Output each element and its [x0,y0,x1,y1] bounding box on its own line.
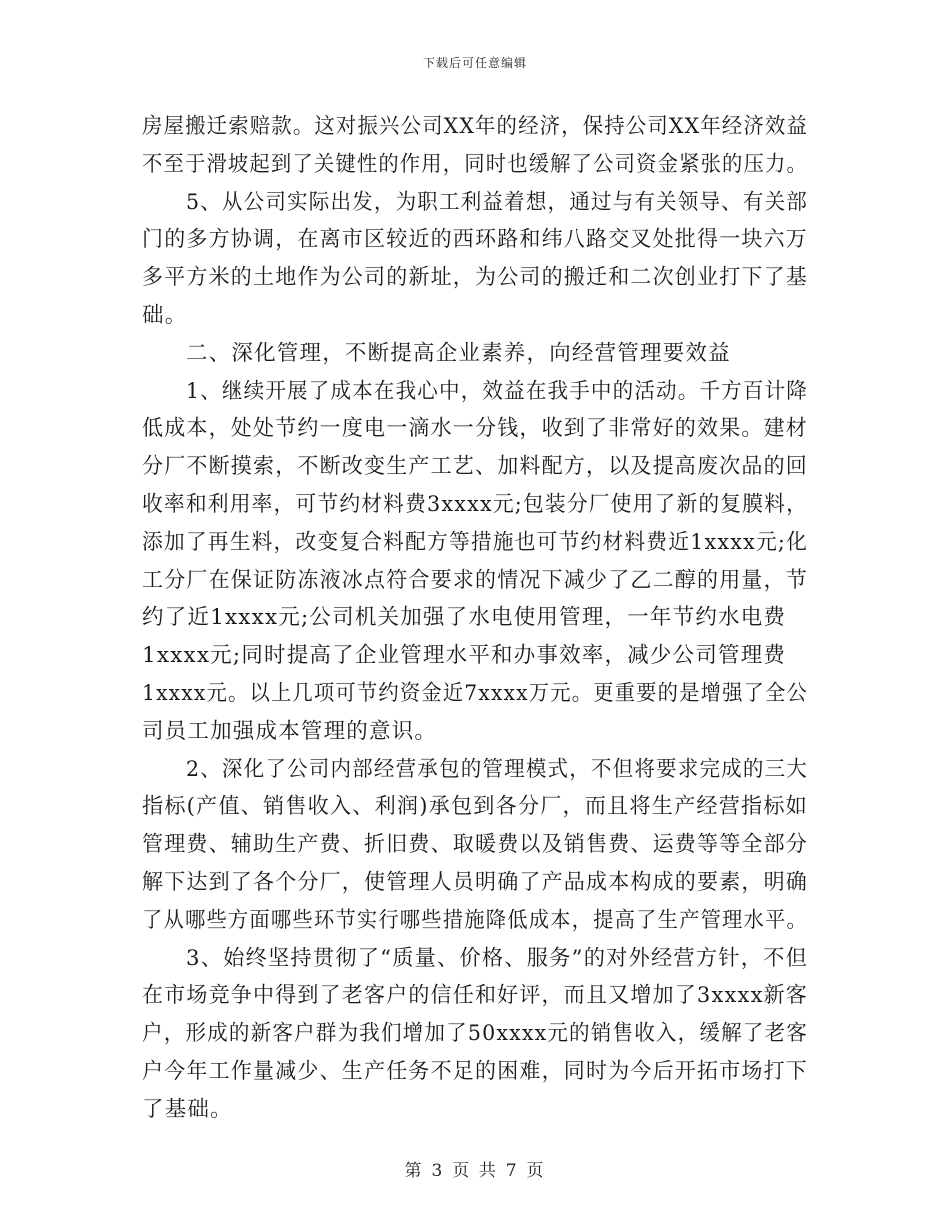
page-footer [0,1156,950,1181]
text-line: 1、继续开展了成本在我心中，效益在我手中的活动。千方百计降 [186,378,808,404]
text-line: 1xxxx元;同时提高了企业管理水平和办事效率，减少公司管理费 [142,643,787,669]
text-line: 二、深化管理，不断提高企业素养，向经营管理要效益 [186,340,731,366]
document-body [142,108,808,1129]
text-line: 户今年工作量减少、生产任务不足的困难，同时为今后开拓市场打下 [142,1058,808,1084]
footer-total-pages: 7 [505,1161,519,1181]
text-line: 础。 [142,302,188,328]
text-line: 5、从公司实际出发，为职工利益着想，通过与有关领导、有关部 [186,189,808,215]
text-line: 不至于滑坡起到了关键性的作用，同时也缓解了公司资金紧张的压力。 [142,151,808,177]
text-line: 3、始终坚持贯彻了“质量、价格、服务”的对外经营方针，不但 [186,945,808,971]
text-line: 解下达到了各个分厂，使管理人员明确了产品成本构成的要素，明确 [142,869,808,895]
text-line: 指标(产值、销售收入、利润)承包到各分厂，而且将生产经营指标如 [142,794,808,820]
text-line: 工分厂在保证防冻液冰点符合要求的情况下减少了乙二醇的用量，节 [142,567,808,593]
text-line: 户，形成的新客户群为我们增加了50xxxx元的销售收入，缓解了老客 [142,1021,808,1047]
page-header: 下载后可任意编辑 [422,56,527,70]
text-line: 管理费、辅助生产费、折旧费、取暖费以及销售费、运费等等全部分 [142,832,808,858]
text-line: 房屋搬迁索赔款。这对振兴公司XX年的经济，保持公司XX年经济效益 [142,114,808,139]
text-line: 约了近1xxxx元;公司机关加强了水电使用管理，一年节约水电费 [142,605,787,631]
text-line: 门的多方协调，在离市区较近的西环路和纬八路交叉处批得一块六万 [142,227,808,253]
footer-prefix: 第 [404,1161,424,1181]
footer-suffix: 页 [526,1161,546,1181]
text-line: 2、深化了公司内部经营承包的管理模式，不但将要求完成的三大 [186,756,808,782]
text-line: 在市场竞争中得到了老客户的信任和好评，而且又增加了3xxxx新客 [142,983,808,1009]
text-line: 低成本，处处节约一度电一滴水一分钱，收到了非常好的效果。建材 [142,416,808,442]
text-line: 了基础。 [142,1096,233,1122]
text-line: 收率和利用率，可节约材料费3xxxx元;包装分厂使用了新的复膜料， [142,491,808,517]
text-line: 分厂不断摸索，不断改变生产工艺、加料配方，以及提高废次品的回 [142,454,808,480]
text-line: 添加了再生料，改变复合料配方等措施也可节约材料费近1xxxx元;化 [142,529,808,555]
text-line: 司员工加强成本管理的意识。 [142,718,438,744]
text-line: 1xxxx元。以上几项可节约资金近7xxxx万元。更重要的是增强了全公 [142,680,808,706]
footer-page-number: 3 [431,1161,445,1181]
footer-middle: 页 共 [452,1161,498,1181]
text-line: 多平方米的土地作为公司的新址，为公司的搬迁和二次创业打下了基 [142,265,808,291]
text-line: 了从哪些方面哪些环节实行哪些措施降低成本，提高了生产管理水平。 [142,907,808,933]
